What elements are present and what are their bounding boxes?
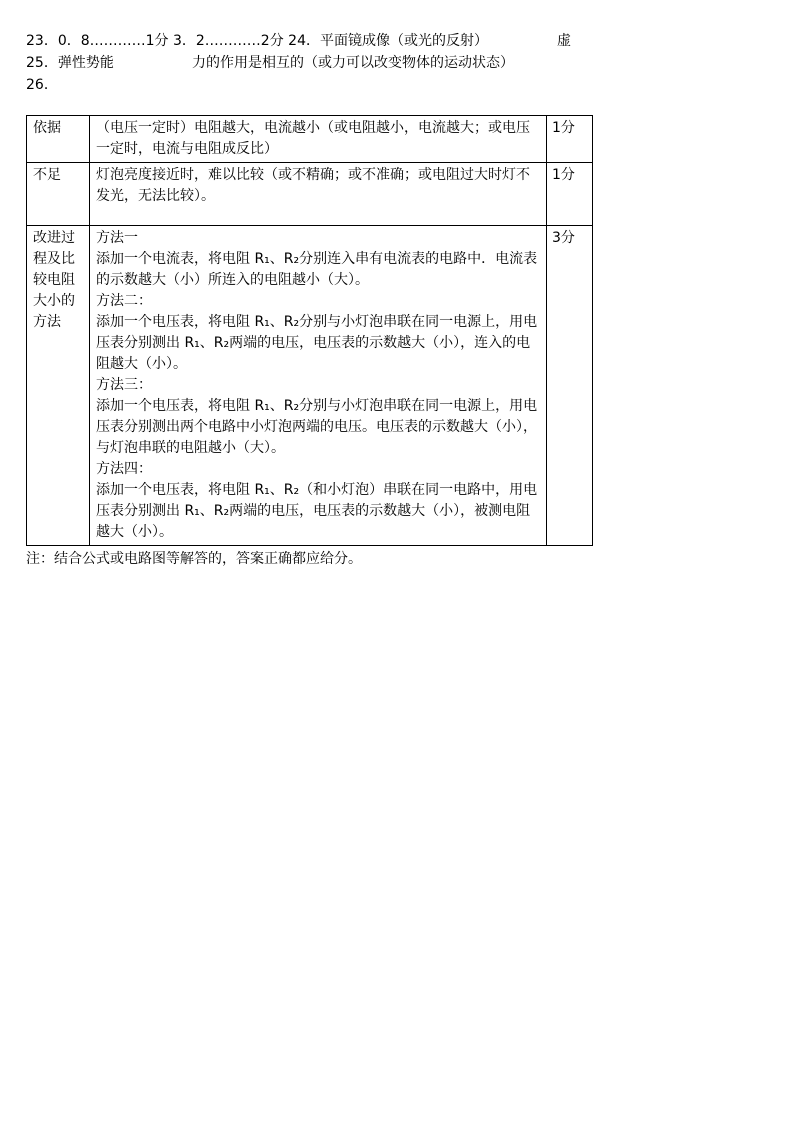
row-content-basis: （电压一定时）电阻越大，电流越小（或电阻越小，电流越大；或电压一定时，电流与电阻成反比）	[90, 116, 547, 163]
method-4-title: 方法四：	[96, 461, 152, 477]
row-label-improvement: 改进过程及比较电阻大小的方法	[27, 226, 90, 546]
method-2	[96, 291, 540, 375]
method-3-title: 方法三：	[96, 377, 152, 393]
row-content-shortcoming: 灯泡亮度接近时，难以比较（或不精确；或不准确；或电阻过大时灯不发光，无法比较）。	[90, 163, 547, 226]
method-2-text: 添加一个电压表，将电阻 R₁、R₂分别与小灯泡串联在同一电源上，用电压表分别测出 R₁、R₂两端的电压，电压表的示数越大（小），连入的电阻越大（小）。	[96, 314, 538, 372]
row-content-improvement	[90, 226, 547, 546]
method-3	[96, 375, 540, 459]
method-1	[96, 228, 540, 291]
row-score-shortcoming: 1分	[547, 163, 593, 226]
row-score-basis: 1分	[547, 116, 593, 163]
answer-line-25	[26, 52, 768, 74]
method-1-title: 方法一	[96, 230, 138, 246]
method-4-text: 添加一个电压表，将电阻 R₁、R₂（和小灯泡）串联在同一电路中，用电压表分别测出 R₁、R₂两端的电压，电压表的示数越大（小），被测电阻越大（小）。	[96, 482, 538, 540]
method-1-text: 添加一个电流表，将电阻 R₁、R₂分别连入串有电流表的电路中．电流表的示数越大（小）所连入的电阻越小（大）。	[96, 251, 538, 288]
method-2-title: 方法二：	[96, 293, 152, 309]
row-score-improvement: 3分	[547, 226, 593, 546]
question-26-number: 26．	[26, 77, 58, 93]
table-row-improvement	[27, 226, 593, 546]
grading-note: 注：结合公式或电路图等解答的，答案正确都应给分。	[26, 551, 362, 567]
answer-24-second-blank: 虚	[557, 33, 571, 49]
row-label-shortcoming: 不足	[27, 163, 90, 226]
answer-25-first-blank: 25．弹性势能	[26, 55, 114, 71]
answers-23-24-text: 23．0．8…………1分 3．2…………2分 24．平面镜成像（或光的反射）	[26, 33, 488, 49]
answer-25-second-blank: 力的作用是相互的（或力可以改变物体的运动状态）	[192, 55, 514, 71]
answer-line-23-24	[26, 30, 768, 52]
row-label-basis: 依据	[27, 116, 90, 163]
answer-26-grading-table	[26, 115, 593, 546]
table-row-shortcoming	[27, 163, 593, 226]
table-row-basis	[27, 116, 593, 163]
method-3-text: 添加一个电压表，将电阻 R₁、R₂分别与小灯泡串联在同一电源上，用电压表分别测出两个电路中小灯泡两端的电压。电压表的示数越大（小），与灯泡串联的电阻越小（大）。	[96, 398, 538, 456]
answer-line-26	[26, 74, 768, 96]
method-4	[96, 459, 540, 543]
document-content	[26, 30, 768, 570]
